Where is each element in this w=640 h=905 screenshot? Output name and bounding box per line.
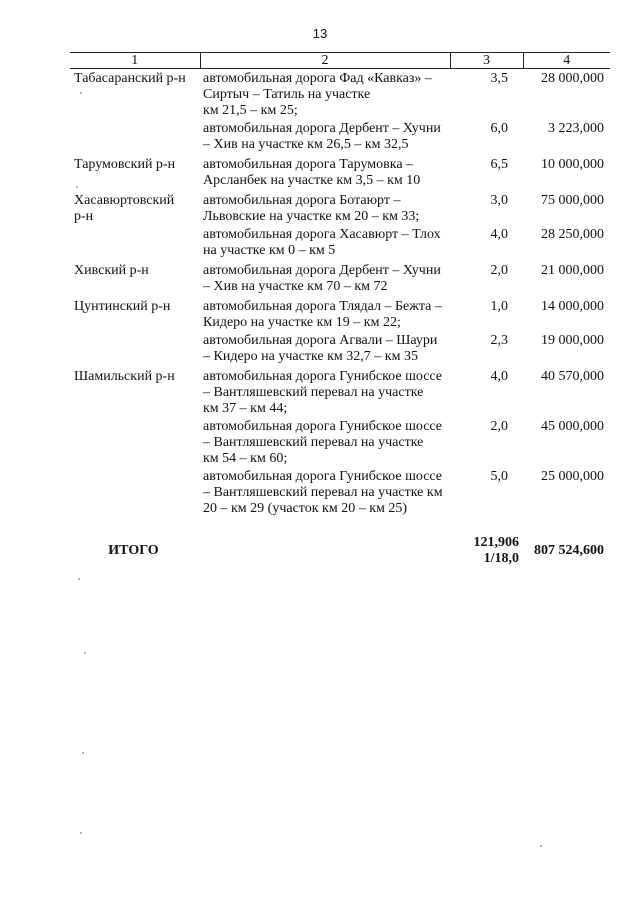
table-row: [70, 367, 610, 419]
description-line: автомобильная дорога Дербент – Хучни: [203, 121, 441, 136]
district-cell: [70, 333, 200, 367]
description-line: автомобильная дорога Фад «Кавказ» –: [203, 71, 432, 86]
description-line: автомобильная дорога Ботаюрт –: [203, 193, 401, 208]
description-line: – Хив на участке км 70 – км 72: [203, 279, 388, 294]
district-line: Хасавюртовский: [74, 193, 175, 208]
scan-speck: [78, 578, 80, 580]
length-cell: 5,0: [490, 469, 508, 484]
scan-speck: [80, 832, 82, 834]
description-line: 20 – км 29 (участок км 20 – км 25): [203, 501, 408, 516]
page-number: 13: [312, 26, 328, 41]
amount-cell: 14 000,000: [541, 299, 604, 314]
district-line: Шамильский р-н: [74, 369, 175, 384]
road-description-cell: [200, 297, 450, 333]
table-row: [70, 469, 610, 519]
district-cell: [70, 155, 200, 191]
header-col-1: 1: [70, 53, 200, 69]
total-length: [450, 519, 523, 569]
district-cell: [70, 69, 200, 122]
road-description-cell: [200, 261, 450, 297]
header-row: [70, 53, 610, 69]
table-header: [70, 53, 610, 69]
road-table: [70, 52, 610, 569]
amount-cell: 3 223,000: [548, 121, 604, 136]
amount-cell: 19 000,000: [541, 333, 604, 348]
amount-cell: 10 000,000: [541, 157, 604, 172]
amount-cell: 28 250,000: [541, 227, 604, 242]
length-cell: 3,5: [490, 71, 508, 86]
description-line: автомобильная дорога Тлядал – Бежта –: [203, 299, 442, 314]
table-row: [70, 121, 610, 155]
length-cell: 2,3: [490, 333, 508, 348]
road-description-cell: [200, 227, 450, 261]
total-length-line: 121,906: [473, 535, 519, 550]
total-length-line: 1/18,0: [483, 551, 519, 566]
length-cell: 6,0: [490, 121, 508, 136]
table-row: [70, 261, 610, 297]
table-row: [70, 419, 610, 469]
description-line: – Хив на участке км 26,5 – км 32,5: [203, 137, 409, 152]
district-line: Хивский р-н: [74, 263, 149, 278]
road-description-cell: [200, 155, 450, 191]
table-row: [70, 297, 610, 333]
length-cell: 6,5: [490, 157, 508, 172]
description-line: км 54 – км 60;: [203, 451, 288, 466]
description-line: – Кидеро на участке км 32,7 – км 35: [203, 349, 418, 364]
scan-speck: [84, 652, 86, 654]
district-cell: [70, 419, 200, 469]
road-description-cell: [200, 469, 450, 519]
description-line: Арсланбек на участке км 3,5 – км 10: [203, 173, 421, 188]
description-line: автомобильная дорога Агвали – Шаури: [203, 333, 438, 348]
district-line: р-н: [74, 209, 94, 224]
description-line: км 21,5 – км 25;: [203, 103, 298, 118]
total-amount: 807 524,600: [534, 543, 604, 558]
description-line: – Вантляшевский перевал на участке: [203, 385, 424, 400]
length-cell: 4,0: [490, 227, 508, 242]
district-cell: [70, 121, 200, 155]
header-col-2: 2: [200, 53, 450, 69]
scan-speck: [82, 752, 84, 754]
description-line: автомобильная дорога Хасавюрт – Тлох: [203, 227, 441, 242]
description-line: Сиртыч – Татиль на участке: [203, 87, 371, 102]
scan-speck: [540, 845, 542, 847]
road-description-cell: [200, 191, 450, 227]
description-line: Львовские на участке км 20 – км 33;: [203, 209, 420, 224]
table-row: [70, 191, 610, 227]
district-cell: [70, 367, 200, 419]
road-description-cell: [200, 333, 450, 367]
amount-cell: 45 000,000: [541, 419, 604, 434]
district-cell: [70, 227, 200, 261]
description-line: автомобильная дорога Гунибское шоссе: [203, 369, 443, 384]
table-body: [70, 69, 610, 570]
description-line: автомобильная дорога Гунибское шоссе: [203, 469, 443, 484]
scan-speck: [76, 186, 78, 188]
table-row: [70, 333, 610, 367]
header-col-3: 3: [450, 53, 523, 69]
description-line: Кидеро на участке км 19 – км 22;: [203, 315, 401, 330]
road-description-cell: [200, 419, 450, 469]
length-cell: 4,0: [490, 369, 508, 384]
scan-speck: [80, 92, 82, 94]
description-line: км 37 – км 44;: [203, 401, 288, 416]
district-line: Тарумовский р-н: [74, 157, 176, 172]
description-line: автомобильная дорога Тарумовка –: [203, 157, 414, 172]
district-cell: [70, 261, 200, 297]
total-row: [70, 519, 610, 569]
description-line: – Вантляшевский перевал на участке: [203, 435, 424, 450]
total-desc-empty: [200, 519, 450, 569]
amount-cell: 21 000,000: [541, 263, 604, 278]
description-line: – Вантляшевский перевал на участке км: [203, 485, 443, 500]
district-cell: [70, 191, 200, 227]
description-line: автомобильная дорога Дербент – Хучни: [203, 263, 441, 278]
district-cell: [70, 469, 200, 519]
length-cell: 1,0: [490, 299, 508, 314]
total-label: ИТОГО: [108, 543, 159, 558]
length-cell: 3,0: [490, 193, 508, 208]
table-row: [70, 155, 610, 191]
length-cell: 2,0: [490, 419, 508, 434]
amount-cell: 28 000,000: [541, 71, 604, 86]
header-col-4: 4: [523, 53, 610, 69]
description-line: автомобильная дорога Гунибское шоссе: [203, 419, 443, 434]
district-line: Цунтинский р-н: [74, 299, 171, 314]
district-line: Табасаранский р-н: [74, 71, 186, 86]
table-row: [70, 69, 610, 122]
length-cell: 2,0: [490, 263, 508, 278]
description-line: на участке км 0 – км 5: [203, 243, 336, 258]
road-description-cell: [200, 121, 450, 155]
district-cell: [70, 297, 200, 333]
road-description-cell: [200, 367, 450, 419]
amount-cell: 40 570,000: [541, 369, 604, 384]
road-description-cell: [200, 69, 450, 122]
amount-cell: 75 000,000: [541, 193, 604, 208]
table-row: [70, 227, 610, 261]
amount-cell: 25 000,000: [541, 469, 604, 484]
